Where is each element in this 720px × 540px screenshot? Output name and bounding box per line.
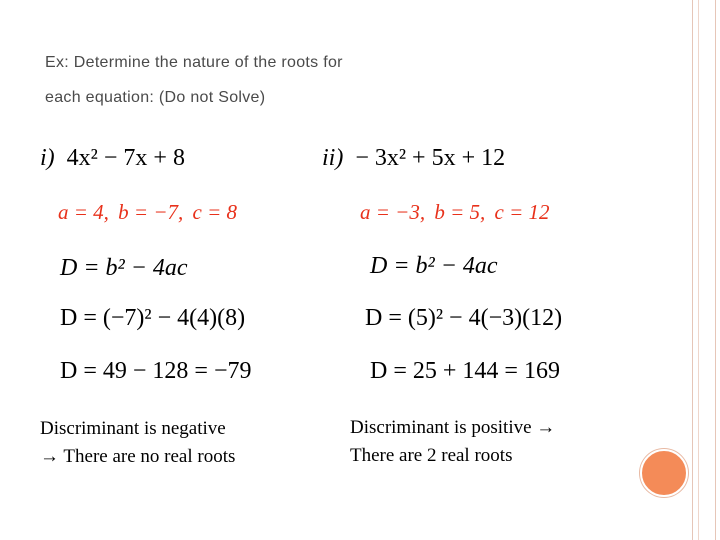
problem-i-coefficients — [58, 200, 237, 225]
problem-ii-label: ii) — [322, 145, 344, 171]
problem-ii-coefficients — [360, 200, 550, 225]
problem-ii-coef-c: c = 12 — [494, 200, 550, 224]
problem-ii-conclusion-line-1: Discriminant is positive → — [350, 417, 556, 438]
slide-title — [45, 45, 665, 115]
problem-ii-equation-row — [322, 145, 505, 172]
problem-ii-coef-b: b = 5, — [434, 200, 486, 224]
problem-ii-conclusion — [350, 414, 555, 470]
problem-ii-conclusion-line-2: There are 2 real roots — [350, 445, 513, 466]
decorative-side-rail — [692, 0, 716, 540]
problem-i-conclusion-line-2: → There are no real roots — [40, 446, 236, 467]
problem-i-equation: 4x² − 7x + 8 — [66, 145, 185, 171]
problem-ii-result: D = 25 + 144 = 169 — [370, 358, 560, 384]
problem-i-substitution: D = (−7)² − 4(4)(8) — [60, 305, 246, 331]
problem-ii-substitution: D = (5)² − 4(−3)(12) — [365, 305, 563, 331]
problem-ii-equation: − 3x² + 5x + 12 — [355, 145, 506, 171]
problem-i-label: i) — [40, 145, 55, 171]
problem-i-coef-b: b = −7, — [118, 200, 184, 224]
problem-i-conclusion-line-1: Discriminant is negative — [40, 418, 226, 439]
problem-i-result: D = 49 − 128 = −79 — [60, 358, 252, 384]
problem-i-conclusion — [40, 415, 235, 471]
problem-ii-formula: D = b² − 4ac — [370, 253, 498, 279]
decorative-orange-circle — [640, 449, 688, 497]
problem-i-coef-c: c = 8 — [192, 200, 238, 224]
title-line-1: Ex: Determine the nature of the roots for — [45, 54, 343, 71]
problem-ii-coef-a: a = −3, — [360, 200, 426, 224]
problem-i-coef-a: a = 4, — [58, 200, 109, 224]
problem-i-equation-row — [40, 145, 185, 172]
title-line-2: each equation: (Do not Solve) — [45, 89, 266, 106]
decorative-rail-line — [698, 0, 699, 540]
problem-i-formula: D = b² − 4ac — [60, 255, 188, 281]
